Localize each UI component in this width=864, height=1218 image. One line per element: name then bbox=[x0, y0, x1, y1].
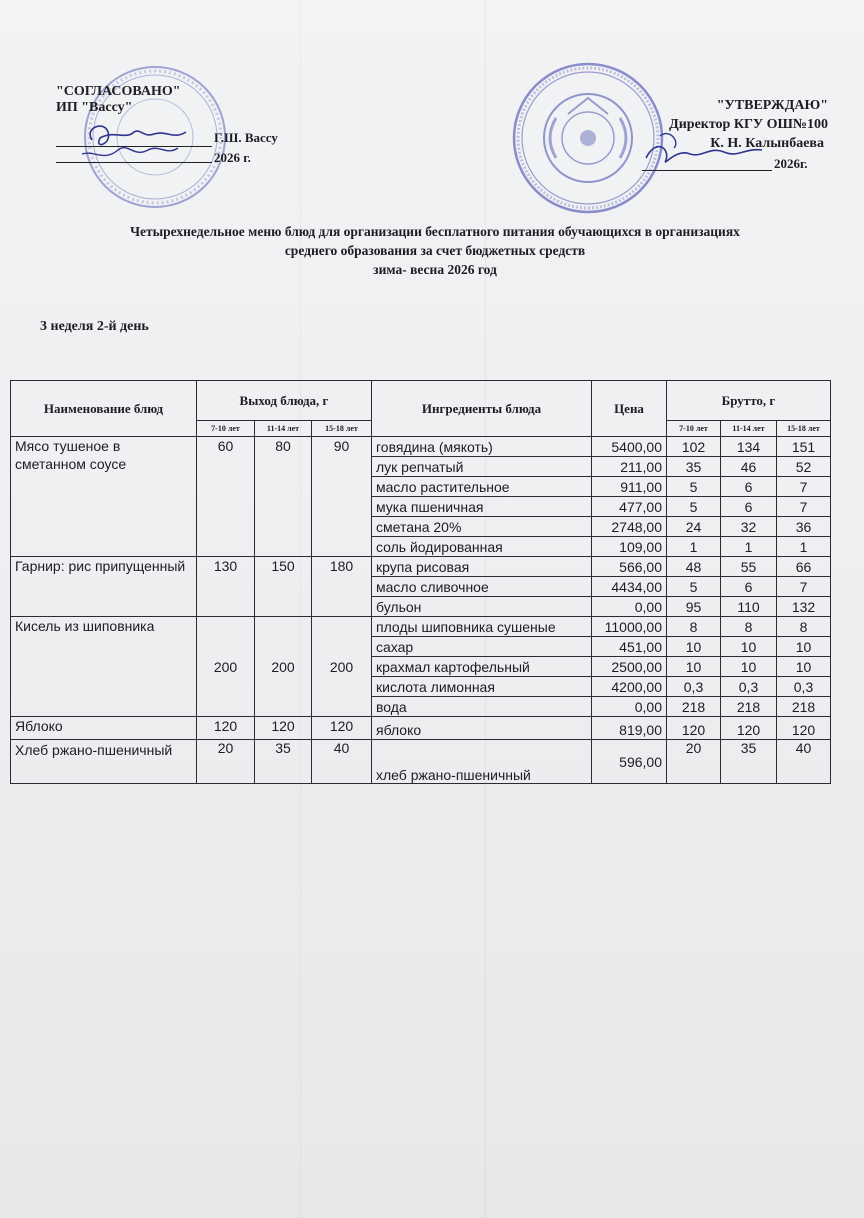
gross-11-14: 8 bbox=[721, 617, 777, 637]
header-gross-age-15-18: 15-18 лет bbox=[777, 421, 831, 437]
gross-15-18: 10 bbox=[777, 637, 831, 657]
header-gross-age-11-14: 11-14 лет bbox=[721, 421, 777, 437]
header-yield-age-11-14: 11-14 лет bbox=[255, 421, 312, 437]
ingredient-name: вода bbox=[372, 697, 592, 717]
gross-11-14: 46 bbox=[721, 457, 777, 477]
ingredient-price: 2500,00 bbox=[592, 657, 667, 677]
title-line: среднего образования за счет бюджетных средств bbox=[284, 243, 586, 258]
yield-15-18: 180 bbox=[312, 557, 372, 617]
ingredient-name: говядина (мякоть) bbox=[372, 437, 592, 457]
header-yield: Выход блюда, г bbox=[197, 381, 372, 421]
gross-11-14: 10 bbox=[721, 637, 777, 657]
gross-11-14: 0,3 bbox=[721, 677, 777, 697]
ingredient-price: 4200,00 bbox=[592, 677, 667, 697]
header-gross-age-7-10: 7-10 лет bbox=[667, 421, 721, 437]
table-row bbox=[11, 557, 831, 577]
yield-7-10: 130 bbox=[197, 557, 255, 617]
ingredient-price: 0,00 bbox=[592, 697, 667, 717]
yield-11-14: 200 bbox=[255, 617, 312, 717]
gross-7-10: 48 bbox=[667, 557, 721, 577]
ingredient-name: крупа рисовая bbox=[372, 557, 592, 577]
yield-15-18: 90 bbox=[312, 437, 372, 557]
header-price: Цена bbox=[592, 381, 667, 437]
gross-15-18: 218 bbox=[777, 697, 831, 717]
table-row bbox=[11, 617, 831, 637]
yield-15-18: 120 bbox=[312, 717, 372, 740]
gross-11-14: 134 bbox=[721, 437, 777, 457]
approval-right-name: К. Н. Калынбаева bbox=[710, 136, 824, 151]
gross-11-14: 6 bbox=[721, 477, 777, 497]
yield-11-14: 120 bbox=[255, 717, 312, 740]
gross-15-18: 8 bbox=[777, 617, 831, 637]
gross-15-18: 7 bbox=[777, 577, 831, 597]
approval-left-name: Г.Ш. Вассу bbox=[214, 130, 278, 145]
ingredient-name: хлеб ржано-пшеничный bbox=[372, 740, 592, 784]
gross-15-18: 40 bbox=[777, 740, 831, 784]
ingredient-name: бульон bbox=[372, 597, 592, 617]
dish-name: Мясо тушеное в сметанном соусе bbox=[11, 437, 197, 557]
approval-right-date: 2026г. bbox=[774, 156, 808, 171]
ingredient-price: 566,00 bbox=[592, 557, 667, 577]
gross-7-10: 35 bbox=[667, 457, 721, 477]
gross-15-18: 151 bbox=[777, 437, 831, 457]
ingredient-name: плоды шиповника сушеные bbox=[372, 617, 592, 637]
gross-11-14: 120 bbox=[721, 717, 777, 740]
gross-7-10: 102 bbox=[667, 437, 721, 457]
gross-15-18: 120 bbox=[777, 717, 831, 740]
gross-7-10: 120 bbox=[667, 717, 721, 740]
yield-7-10: 200 bbox=[197, 617, 255, 717]
yield-7-10: 20 bbox=[197, 740, 255, 784]
yield-7-10: 60 bbox=[197, 437, 255, 557]
ingredient-name: масло сливочное bbox=[372, 577, 592, 597]
gross-11-14: 10 bbox=[721, 657, 777, 677]
yield-11-14: 80 bbox=[255, 437, 312, 557]
gross-15-18: 1 bbox=[777, 537, 831, 557]
header-yield-age-15-18: 15-18 лет bbox=[312, 421, 372, 437]
gross-15-18: 0,3 bbox=[777, 677, 831, 697]
gross-7-10: 20 bbox=[667, 740, 721, 784]
ingredient-price: 109,00 bbox=[592, 537, 667, 557]
ingredient-price: 819,00 bbox=[592, 717, 667, 740]
gross-11-14: 6 bbox=[721, 497, 777, 517]
yield-15-18: 200 bbox=[312, 617, 372, 717]
dish-name: Яблоко bbox=[11, 717, 197, 740]
menu-table bbox=[10, 380, 831, 784]
ingredient-price: 2748,00 bbox=[592, 517, 667, 537]
ingredient-price: 451,00 bbox=[592, 637, 667, 657]
yield-11-14: 35 bbox=[255, 740, 312, 784]
gross-15-18: 10 bbox=[777, 657, 831, 677]
gross-7-10: 218 bbox=[667, 697, 721, 717]
gross-15-18: 7 bbox=[777, 477, 831, 497]
header-ingredients: Ингредиенты блюда bbox=[372, 381, 592, 437]
dish-name: Хлеб ржано-пшеничный bbox=[11, 740, 197, 784]
ingredient-name: яблоко bbox=[372, 717, 592, 740]
gross-11-14: 32 bbox=[721, 517, 777, 537]
ingredient-price: 911,00 bbox=[592, 477, 667, 497]
left-signature bbox=[74, 110, 224, 172]
header-yield-age-7-10: 7-10 лет bbox=[197, 421, 255, 437]
ingredient-price: 211,00 bbox=[592, 457, 667, 477]
approval-left-date: 2026 г. bbox=[214, 150, 251, 165]
ingredient-name: крахмал картофельный bbox=[372, 657, 592, 677]
dish-name: Гарнир: рис припущенный bbox=[11, 557, 197, 617]
gross-7-10: 8 bbox=[667, 617, 721, 637]
approval-left-org: ИП "Вассу" bbox=[56, 100, 133, 115]
gross-7-10: 95 bbox=[667, 597, 721, 617]
yield-7-10: 120 bbox=[197, 717, 255, 740]
gross-15-18: 7 bbox=[777, 497, 831, 517]
gross-15-18: 132 bbox=[777, 597, 831, 617]
yield-15-18: 40 bbox=[312, 740, 372, 784]
ingredient-name: сметана 20% bbox=[372, 517, 592, 537]
dish-name: Кисель из шиповника bbox=[11, 617, 197, 717]
gross-15-18: 52 bbox=[777, 457, 831, 477]
ingredient-price: 11000,00 bbox=[592, 617, 667, 637]
header-gross: Брутто, г bbox=[667, 381, 831, 421]
header-dish: Наименование блюд bbox=[11, 381, 197, 437]
ingredient-name: мука пшеничная bbox=[372, 497, 592, 517]
ingredient-price: 477,00 bbox=[592, 497, 667, 517]
ingredient-name: масло растительное bbox=[372, 477, 592, 497]
gross-7-10: 5 bbox=[667, 577, 721, 597]
gross-11-14: 35 bbox=[721, 740, 777, 784]
gross-7-10: 10 bbox=[667, 637, 721, 657]
gross-15-18: 66 bbox=[777, 557, 831, 577]
gross-11-14: 55 bbox=[721, 557, 777, 577]
ingredient-price: 596,00 bbox=[592, 740, 667, 784]
gross-15-18: 36 bbox=[777, 517, 831, 537]
table-row bbox=[11, 717, 831, 740]
gross-11-14: 1 bbox=[721, 537, 777, 557]
week-day-label: 3 неделя 2-й день bbox=[40, 319, 149, 334]
document-title bbox=[40, 222, 830, 279]
approval-left-heading: "СОГЛАСОВАНО" bbox=[56, 84, 181, 99]
ingredient-price: 5400,00 bbox=[592, 437, 667, 457]
ingredient-name: соль йодированная bbox=[372, 537, 592, 557]
gross-11-14: 6 bbox=[721, 577, 777, 597]
right-signature bbox=[640, 118, 770, 174]
gross-7-10: 5 bbox=[667, 477, 721, 497]
title-line: зима- весна 2026 год bbox=[373, 262, 497, 277]
title-line: Четырехнедельное меню блюд для организации бесплатного питания обучающихся в организациях bbox=[130, 224, 740, 239]
table-row bbox=[11, 740, 831, 784]
ingredient-name: кислота лимонная bbox=[372, 677, 592, 697]
ingredient-price: 4434,00 bbox=[592, 577, 667, 597]
gross-11-14: 110 bbox=[721, 597, 777, 617]
gross-7-10: 10 bbox=[667, 657, 721, 677]
ingredient-price: 0,00 bbox=[592, 597, 667, 617]
yield-11-14: 150 bbox=[255, 557, 312, 617]
approval-right-heading: "УТВЕРЖДАЮ" bbox=[716, 98, 828, 113]
gross-7-10: 0,3 bbox=[667, 677, 721, 697]
gross-7-10: 1 bbox=[667, 537, 721, 557]
gross-11-14: 218 bbox=[721, 697, 777, 717]
ingredient-name: сахар bbox=[372, 637, 592, 657]
approval-right-position: Директор КГУ ОШ№100 bbox=[669, 117, 828, 132]
ingredient-name: лук репчатый bbox=[372, 457, 592, 477]
table-row bbox=[11, 437, 831, 457]
gross-7-10: 24 bbox=[667, 517, 721, 537]
gross-7-10: 5 bbox=[667, 497, 721, 517]
